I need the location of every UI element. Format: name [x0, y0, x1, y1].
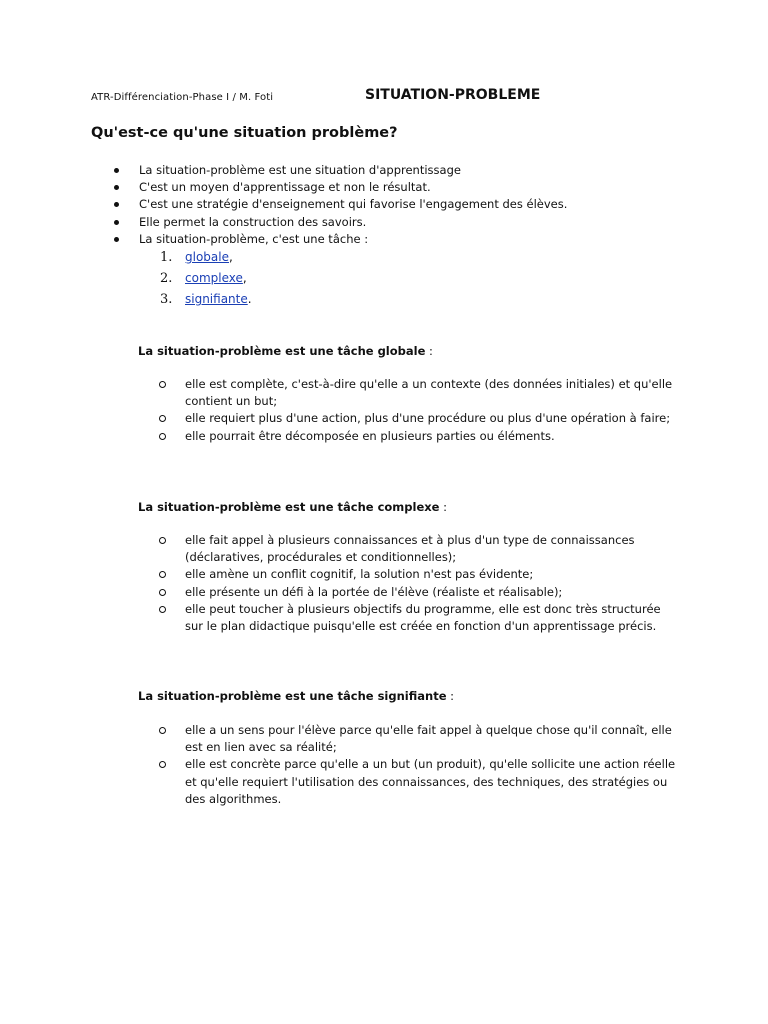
section-list-signifiante	[158, 722, 678, 808]
bullet-ring-icon	[159, 761, 166, 768]
list-item: elle pourrait être décomposée en plusieurs parties ou éléments.	[158, 428, 678, 445]
list-item: elle présente un défi à la portée de l'élève (réaliste et réalisable);	[158, 584, 678, 601]
numbered-item: 2. complexe,	[160, 271, 247, 286]
bullet-icon	[114, 185, 119, 190]
list-item: La situation-problème est une situation d'apprentissage	[112, 162, 567, 179]
header-author: ATR-Différenciation-Phase I / M. Foti	[91, 92, 274, 103]
document-title: SITUATION-PROBLEME	[365, 87, 541, 103]
numbered-item: 3. signifiante.	[160, 292, 252, 307]
list-item: elle a un sens pour l'élève parce qu'elle fait appel à quelque chose qu'il connaît, elle est en lien avec sa réalité;	[158, 722, 678, 756]
bullet-ring-icon	[159, 727, 166, 734]
list-item: elle est concrète parce qu'elle a un but (un produit), qu'elle sollicite une action réelle et qu'elle requiert l'utilisation des connaissances, des techniques, des stratégies ou des algorithmes.	[158, 756, 678, 808]
list-item: C'est un moyen d'apprentissage et non le résultat.	[112, 179, 567, 196]
link-complexe[interactable]: complexe	[185, 271, 243, 285]
bullet-icon	[114, 202, 119, 207]
main-question-heading: Qu'est-ce qu'une situation problème?	[91, 125, 398, 141]
link-signifiante[interactable]: signifiante	[185, 292, 248, 306]
list-item: La situation-problème, c'est une tâche :	[112, 231, 567, 248]
bullet-ring-icon	[159, 571, 166, 578]
list-item: elle est complète, c'est-à-dire qu'elle a un contexte (des données initiales) et qu'elle contient un but;	[158, 376, 678, 410]
section-list-globale	[158, 376, 678, 445]
bullet-icon	[114, 168, 119, 173]
bullet-icon	[114, 237, 119, 242]
section-title-signifiante: La situation-problème est une tâche signifiante :	[138, 689, 455, 703]
bullet-icon	[114, 220, 119, 225]
list-item: Elle permet la construction des savoirs.	[112, 214, 567, 231]
bullet-ring-icon	[159, 415, 166, 422]
section-title-complexe: La situation-problème est une tâche complexe :	[138, 500, 447, 514]
section-list-complexe	[158, 532, 678, 635]
list-item: C'est une stratégie d'enseignement qui favorise l'engagement des élèves.	[112, 196, 567, 213]
list-item: elle amène un conflit cognitif, la solution n'est pas évidente;	[158, 566, 678, 583]
bullet-ring-icon	[159, 381, 166, 388]
numbered-list	[160, 247, 252, 310]
section-title-globale: La situation-problème est une tâche globale :	[138, 344, 433, 358]
bullet-ring-icon	[159, 589, 166, 596]
bullet-ring-icon	[159, 537, 166, 544]
list-item: elle peut toucher à plusieurs objectifs du programme, elle est donc très structurée sur le plan didactique puisqu'elle est créée en fonction d'un apprentissage précis.	[158, 601, 678, 635]
bullet-ring-icon	[159, 606, 166, 613]
link-globale[interactable]: globale	[185, 250, 229, 264]
list-item: elle fait appel à plusieurs connaissances et à plus d'un type de connaissances (déclaratives, procédurales et conditionnelles);	[158, 532, 678, 566]
numbered-item: 1. globale,	[160, 250, 233, 265]
bullet-ring-icon	[159, 433, 166, 440]
bullet-list	[112, 162, 567, 248]
list-item: elle requiert plus d'une action, plus d'une procédure ou plus d'une opération à faire;	[158, 410, 678, 427]
